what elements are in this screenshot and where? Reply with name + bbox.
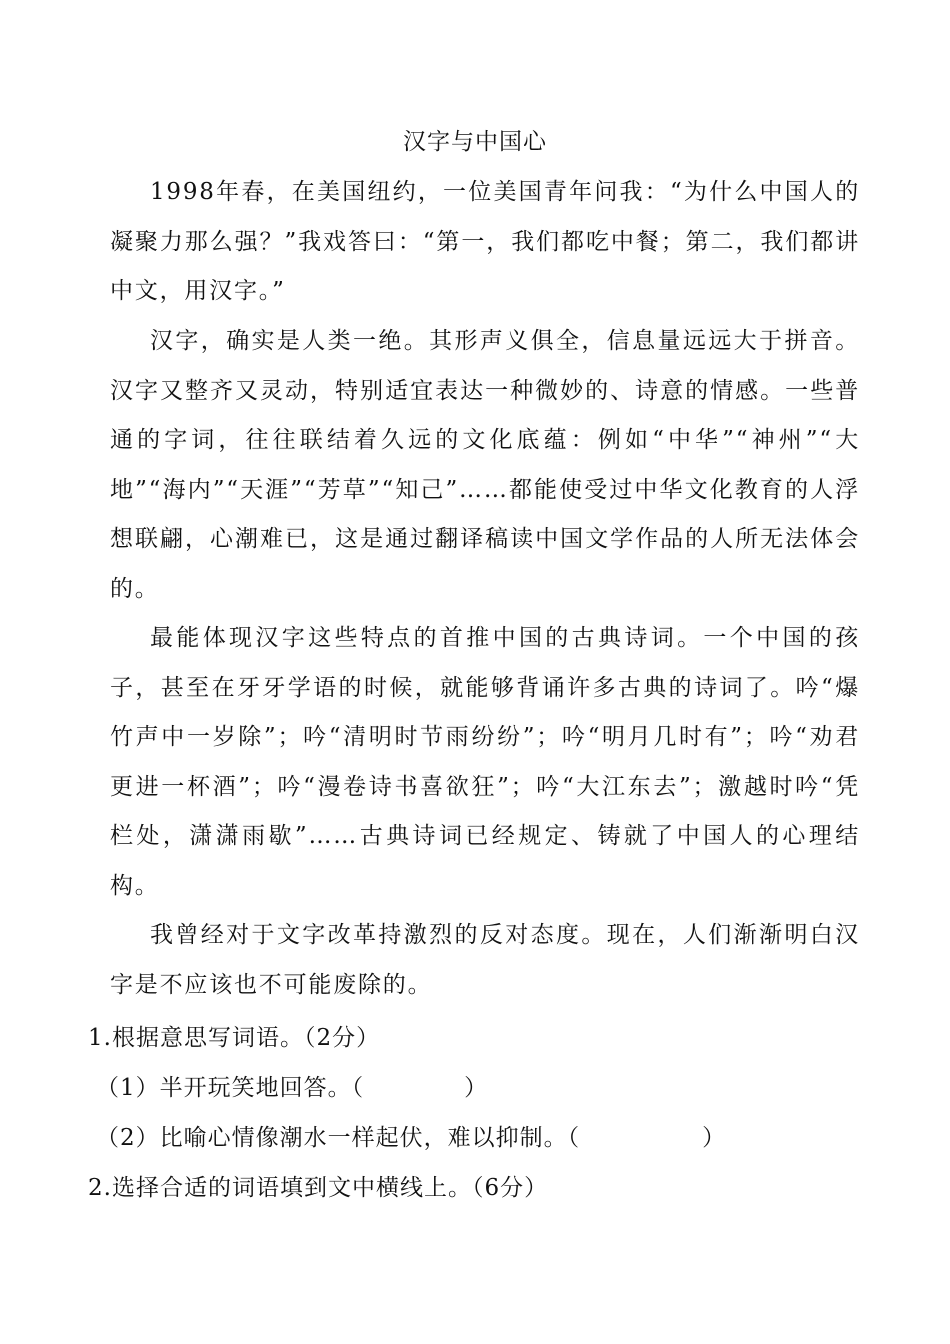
question-1-item-1-prompt: （1）半开玩笑地回答。（ <box>96 1075 365 1101</box>
question-1-item-1 <box>96 1070 488 1106</box>
paragraph-2: 汉字，确实是人类一绝。其形声义俱全，信息量远远大于拼音。汉字又整齐又灵动，特别适宜表达一种微妙的、诗意的情感。一些普通的字词，往往联结着久远的文化底蕴：例如“中华”“神州”“大地”“海内”“天涯”“芳草”“知己”……都能使受过中华文化教育的人浮想联翩，心潮难已，这是通过翻译稿读中国文学作品的人所无法体会的。 <box>110 328 860 602</box>
question-2: 2.选择合适的词语填到文中横线上。（6分） <box>88 1175 549 1201</box>
question-1-item-2-prompt: （2）比喻心情像潮水一样起伏，难以抑制。（ <box>96 1125 581 1151</box>
question-1: 1.根据意思写词语。（2分） <box>88 1025 381 1051</box>
paragraph-1: 1998年春，在美国纽约，一位美国青年问我：“为什么中国人的凝聚力那么强？”我戏答曰：“第一，我们都吃中餐；第二，我们都讲中文，用汉字。” <box>110 179 860 304</box>
question-1-item-2-close: ） <box>702 1125 727 1151</box>
article-title: 汉字与中国心 <box>403 129 547 155</box>
paragraph-4: 我曾经对于文字改革持激烈的反对态度。现在，人们渐渐明白汉字是不应该也不可能废除的。 <box>110 922 860 998</box>
question-1-item-2 <box>96 1120 726 1156</box>
paragraph-3: 最能体现汉字这些特点的首推中国的古典诗词。一个中国的孩子，甚至在牙牙学语的时候，就能够背诵许多古典的诗词了。吟“爆竹声中一岁除”；吟“清明时节雨纷纷”；吟“明月几时有”；吟“劝君更进一杯酒”；吟“漫卷诗书喜欲狂”；吟“大江东去”；激越时吟“凭栏处，潇潇雨歇”……古典诗词已经规定、铸就了中国人的心理结构。 <box>110 625 860 899</box>
question-1-item-1-close: ） <box>464 1075 489 1101</box>
